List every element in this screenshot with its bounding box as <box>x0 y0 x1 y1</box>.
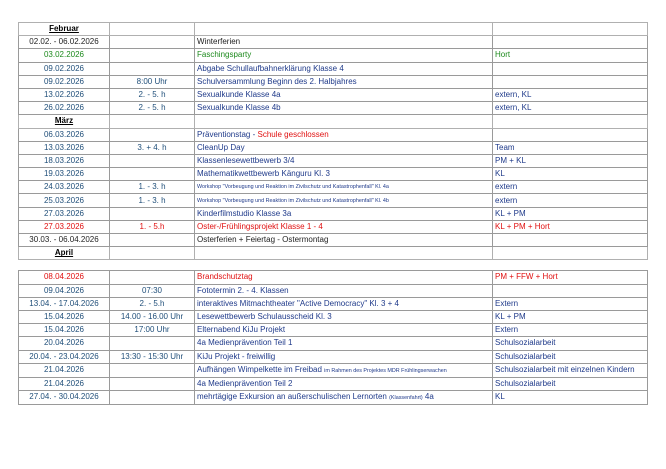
time-cell <box>110 247 195 260</box>
responsible-cell-text: extern <box>495 195 518 205</box>
date-cell <box>19 207 110 220</box>
responsible-cell <box>493 271 648 284</box>
time-cell <box>110 128 195 141</box>
time-cell <box>110 168 195 181</box>
time-cell-text: 1. - 5.h <box>139 221 165 231</box>
event-cell-text: Osterferien + Feiertag - Ostermontag <box>197 235 329 245</box>
date-cell <box>19 271 110 284</box>
date-cell-text: 25.03.2026 <box>43 195 85 205</box>
time-cell-text: 07:30 <box>141 285 163 295</box>
date-cell <box>19 62 110 75</box>
event-row <box>19 363 648 377</box>
time-cell <box>110 234 195 247</box>
date-cell <box>19 220 110 233</box>
date-cell <box>19 75 110 88</box>
time-cell <box>110 49 195 62</box>
event-note: (Klassenfahrt) <box>389 394 423 401</box>
event-cell-text: Schulversammlung Beginn des 2. Halbjahres <box>197 76 357 86</box>
event-row <box>19 168 648 181</box>
date-cell-text: 09.02.2026 <box>43 76 85 86</box>
date-cell <box>19 284 110 297</box>
event-cell <box>195 207 493 220</box>
date-cell-text: 15.04.2026 <box>43 325 85 335</box>
event-cell <box>195 297 493 310</box>
event-cell <box>195 220 493 233</box>
event-row <box>19 297 648 310</box>
date-cell-text: 13.03.2026 <box>43 142 85 152</box>
event-cell <box>195 75 493 88</box>
event-row <box>19 207 648 220</box>
spacer-row <box>19 260 648 271</box>
responsible-cell <box>493 247 648 260</box>
date-cell-text: 02.02. - 06.02.2026 <box>29 37 99 47</box>
event-cell <box>195 181 493 194</box>
event-row <box>19 49 648 62</box>
event-cell <box>195 260 493 271</box>
time-cell <box>110 102 195 115</box>
event-cell <box>195 247 493 260</box>
date-cell-text: 26.02.2026 <box>43 103 85 113</box>
time-cell <box>110 363 195 377</box>
time-cell <box>110 390 195 404</box>
responsible-cell-text: extern <box>495 182 518 192</box>
responsible-cell <box>493 168 648 181</box>
responsible-cell <box>493 36 648 49</box>
time-cell <box>110 271 195 284</box>
event-cell <box>195 62 493 75</box>
responsible-cell-text: Schulsozialarbeit <box>495 351 556 361</box>
responsible-cell <box>493 62 648 75</box>
event-cell-text: Fototermin 2. - 4. Klassen <box>197 285 289 295</box>
time-cell <box>110 377 195 390</box>
event-cell <box>195 115 493 128</box>
event-cell-text: Klassenlesewettbewerb 3/4 <box>197 155 295 165</box>
date-cell <box>19 115 110 128</box>
time-cell <box>110 75 195 88</box>
event-cell-text: Winterferien <box>197 37 241 47</box>
event-row <box>19 181 648 194</box>
date-cell <box>19 194 110 207</box>
date-cell <box>19 234 110 247</box>
date-cell-text: 09.02.2026 <box>43 63 85 73</box>
event-row <box>19 88 648 101</box>
event-row <box>19 390 648 404</box>
event-row <box>19 337 648 350</box>
date-cell-text: 13.04. - 17.04.2026 <box>29 298 99 308</box>
time-cell <box>110 284 195 297</box>
event-cell-text: Elternabend KiJu Projekt <box>197 325 286 335</box>
date-cell-text: 21.04.2026 <box>43 365 85 375</box>
date-cell-text: 06.03.2026 <box>43 129 85 139</box>
date-cell <box>19 337 110 350</box>
date-cell <box>19 377 110 390</box>
time-cell <box>110 207 195 220</box>
time-cell <box>110 115 195 128</box>
date-cell-text: 27.03.2026 <box>43 221 85 231</box>
event-row <box>19 271 648 284</box>
date-cell <box>19 154 110 167</box>
event-row <box>19 220 648 233</box>
responsible-cell-text: extern, KL <box>495 103 532 113</box>
responsible-cell <box>493 207 648 220</box>
date-cell <box>19 88 110 101</box>
event-cell-text: Aufhängen Wimpelkette im Freibad <box>197 364 325 374</box>
responsible-cell <box>493 141 648 154</box>
event-cell <box>195 284 493 297</box>
date-cell <box>19 23 110 36</box>
event-row <box>19 128 648 141</box>
month-header-row <box>19 247 648 260</box>
event-cell <box>195 377 493 390</box>
time-cell <box>110 36 195 49</box>
event-cell <box>195 154 493 167</box>
responsible-cell <box>493 363 648 377</box>
time-cell <box>110 23 195 36</box>
responsible-cell <box>493 350 648 363</box>
event-cell-text: Workshop "Vorbeugung und Reaktion im Zivilschutz und Katastrophenfall" Kl. 4b <box>197 197 389 204</box>
event-row <box>19 62 648 75</box>
responsible-cell <box>493 115 648 128</box>
responsible-cell <box>493 49 648 62</box>
date-cell <box>19 181 110 194</box>
event-cell <box>195 141 493 154</box>
event-cell-text: Präventionstag - <box>197 129 258 139</box>
time-cell-text: 2. - 5. h <box>138 90 166 100</box>
date-cell-text: 24.03.2026 <box>43 182 85 192</box>
event-row <box>19 324 648 337</box>
event-cell-text: Brandschutztag <box>197 272 253 282</box>
responsible-cell <box>493 102 648 115</box>
responsible-cell <box>493 377 648 390</box>
date-cell-text: 20.04. - 23.04.2026 <box>29 351 99 361</box>
responsible-cell <box>493 88 648 101</box>
event-row <box>19 36 648 49</box>
time-cell <box>110 154 195 167</box>
date-cell <box>19 324 110 337</box>
time-cell-text: 1. - 3. h <box>138 195 166 205</box>
calendar-body <box>19 23 648 405</box>
responsible-cell <box>493 181 648 194</box>
responsible-cell-text: KL + PM <box>495 312 526 322</box>
date-cell-text: 27.03.2026 <box>43 208 85 218</box>
date-cell-text: 27.04. - 30.04.2026 <box>29 392 99 402</box>
time-cell <box>110 62 195 75</box>
date-cell-text: 03.02.2026 <box>43 50 85 60</box>
responsible-cell <box>493 75 648 88</box>
date-cell <box>19 350 110 363</box>
time-cell <box>110 297 195 310</box>
event-cell-text: Sexualkunde Klasse 4a <box>197 90 281 100</box>
responsible-cell-text: KL + PM <box>495 208 526 218</box>
date-cell-text: 19.03.2026 <box>43 169 85 179</box>
event-cell <box>195 49 493 62</box>
date-cell-text: 30.03. - 06.04.2026 <box>29 235 99 245</box>
responsible-cell-text: KL <box>495 169 505 179</box>
event-cell <box>195 390 493 404</box>
event-note: im Rahmen des Projektes MDR Frühlingserwachen <box>324 367 447 374</box>
event-row <box>19 154 648 167</box>
event-cell <box>195 310 493 323</box>
event-cell-text: Sexualkunde Klasse 4b <box>197 103 281 113</box>
responsible-cell <box>493 234 648 247</box>
time-cell <box>110 88 195 101</box>
date-cell-text: 18.03.2026 <box>43 155 85 165</box>
event-cell <box>195 194 493 207</box>
time-cell <box>110 260 195 271</box>
calendar-table <box>18 22 648 405</box>
event-suffix: 4a <box>422 391 434 401</box>
event-row <box>19 310 648 323</box>
date-cell <box>19 310 110 323</box>
date-cell <box>19 390 110 404</box>
event-cell-text: Abgabe Schullaufbahnerklärung Klasse 4 <box>197 63 344 73</box>
time-cell <box>110 350 195 363</box>
event-row <box>19 102 648 115</box>
responsible-cell-text: PM + KL <box>495 155 526 165</box>
event-row <box>19 194 648 207</box>
time-cell <box>110 324 195 337</box>
date-cell-text: 15.04.2026 <box>43 312 85 322</box>
time-cell-text: 2. - 5. h <box>138 103 166 113</box>
time-cell <box>110 141 195 154</box>
responsible-cell <box>493 324 648 337</box>
responsible-cell-text: Schulsozialarbeit mit einzelnen Kindern <box>495 365 635 375</box>
responsible-cell-text: Schulsozialarbeit <box>495 378 556 388</box>
responsible-cell <box>493 390 648 404</box>
time-cell <box>110 220 195 233</box>
date-cell-text: 20.04.2026 <box>43 338 85 348</box>
responsible-cell <box>493 220 648 233</box>
date-cell-text: 13.02.2026 <box>43 90 85 100</box>
responsible-cell <box>493 154 648 167</box>
responsible-cell <box>493 310 648 323</box>
event-cell-text: Faschingsparty <box>197 50 252 60</box>
responsible-cell-text: KL <box>495 392 505 402</box>
time-cell-text: 14.00 - 16.00 Uhr <box>120 312 184 322</box>
time-cell <box>110 310 195 323</box>
responsible-cell <box>493 128 648 141</box>
month-header-row <box>19 115 648 128</box>
event-cell <box>195 271 493 284</box>
event-cell-text: Workshop "Vorbeugung und Reaktion im Zivilschutz und Katastrophenfall" Kl. 4a <box>197 184 389 191</box>
time-cell-text: 13:30 - 15:30 Uhr <box>120 351 184 361</box>
responsible-cell-text: Team <box>495 142 515 152</box>
date-cell <box>19 141 110 154</box>
date-cell <box>19 363 110 377</box>
responsible-cell <box>493 284 648 297</box>
event-cell-text: interaktives Mitmachtheater "Active Democracy" Kl. 3 + 4 <box>197 298 399 308</box>
time-cell-text: 1. - 3. h <box>138 182 166 192</box>
event-cell <box>195 337 493 350</box>
date-cell-text: April <box>54 248 74 258</box>
date-cell <box>19 49 110 62</box>
time-cell-text: 3. + 4. h <box>137 142 167 152</box>
responsible-cell-text: KL + PM + Hort <box>495 221 550 231</box>
date-cell <box>19 128 110 141</box>
event-cell-text: Lesewettbewerb Schulausscheid Kl. 3 <box>197 312 332 322</box>
event-cell <box>195 128 493 141</box>
date-cell-text: März <box>54 116 74 126</box>
date-cell <box>19 260 110 271</box>
date-cell-text: 21.04.2026 <box>43 378 85 388</box>
time-cell-text: 8:00 Uhr <box>136 76 168 86</box>
responsible-cell <box>493 260 648 271</box>
event-cell <box>195 234 493 247</box>
responsible-cell <box>493 23 648 36</box>
event-cell <box>195 363 493 377</box>
responsible-cell-text: Extern <box>495 298 519 308</box>
date-cell <box>19 247 110 260</box>
event-cell <box>195 324 493 337</box>
date-cell-text: Februar <box>49 24 79 34</box>
event-row <box>19 284 648 297</box>
event-cell-text: Kinderfilmstudio Klasse 3a <box>197 208 292 218</box>
event-cell <box>195 168 493 181</box>
event-row <box>19 234 648 247</box>
responsible-cell <box>493 297 648 310</box>
event-cell-text: KiJu Projekt - freiwillig <box>197 351 276 361</box>
time-cell <box>110 337 195 350</box>
event-cell <box>195 102 493 115</box>
event-cell-text: 4a Medienprävention Teil 2 <box>197 378 293 388</box>
time-cell <box>110 181 195 194</box>
event-cell-text: Mathematikwettbewerb Känguru Kl. 3 <box>197 169 330 179</box>
event-cell <box>195 36 493 49</box>
time-cell-text: 2. - 5.h <box>139 298 165 308</box>
event-row <box>19 350 648 363</box>
closed-note: Schule geschlossen <box>257 129 329 139</box>
responsible-cell-text: PM + FFW + Hort <box>495 272 558 282</box>
date-cell <box>19 168 110 181</box>
responsible-cell-text: Hort <box>495 50 511 60</box>
event-cell <box>195 23 493 36</box>
responsible-cell-text: Extern <box>495 325 519 335</box>
event-cell <box>195 350 493 363</box>
event-row <box>19 75 648 88</box>
responsible-cell-text: Schulsozialarbeit <box>495 338 556 348</box>
date-cell <box>19 102 110 115</box>
date-cell <box>19 36 110 49</box>
date-cell <box>19 297 110 310</box>
time-cell <box>110 194 195 207</box>
event-cell <box>195 88 493 101</box>
event-cell-text: mehrtägige Exkursion an außerschulischen Lernorten <box>197 391 390 401</box>
date-cell-text: 09.04.2026 <box>43 285 85 295</box>
event-cell-text: 4a Medienprävention Teil 1 <box>197 338 293 348</box>
month-header-row <box>19 23 648 36</box>
responsible-cell <box>493 194 648 207</box>
responsible-cell-text: extern, KL <box>495 90 532 100</box>
event-cell-text: Oster-/Frühlingsprojekt Klasse 1 - 4 <box>197 221 323 231</box>
event-cell-text: CleanUp Day <box>197 142 245 152</box>
event-row <box>19 141 648 154</box>
date-cell-text: 08.04.2026 <box>43 272 85 282</box>
event-row <box>19 377 648 390</box>
responsible-cell <box>493 337 648 350</box>
time-cell-text: 17:00 Uhr <box>134 325 170 335</box>
